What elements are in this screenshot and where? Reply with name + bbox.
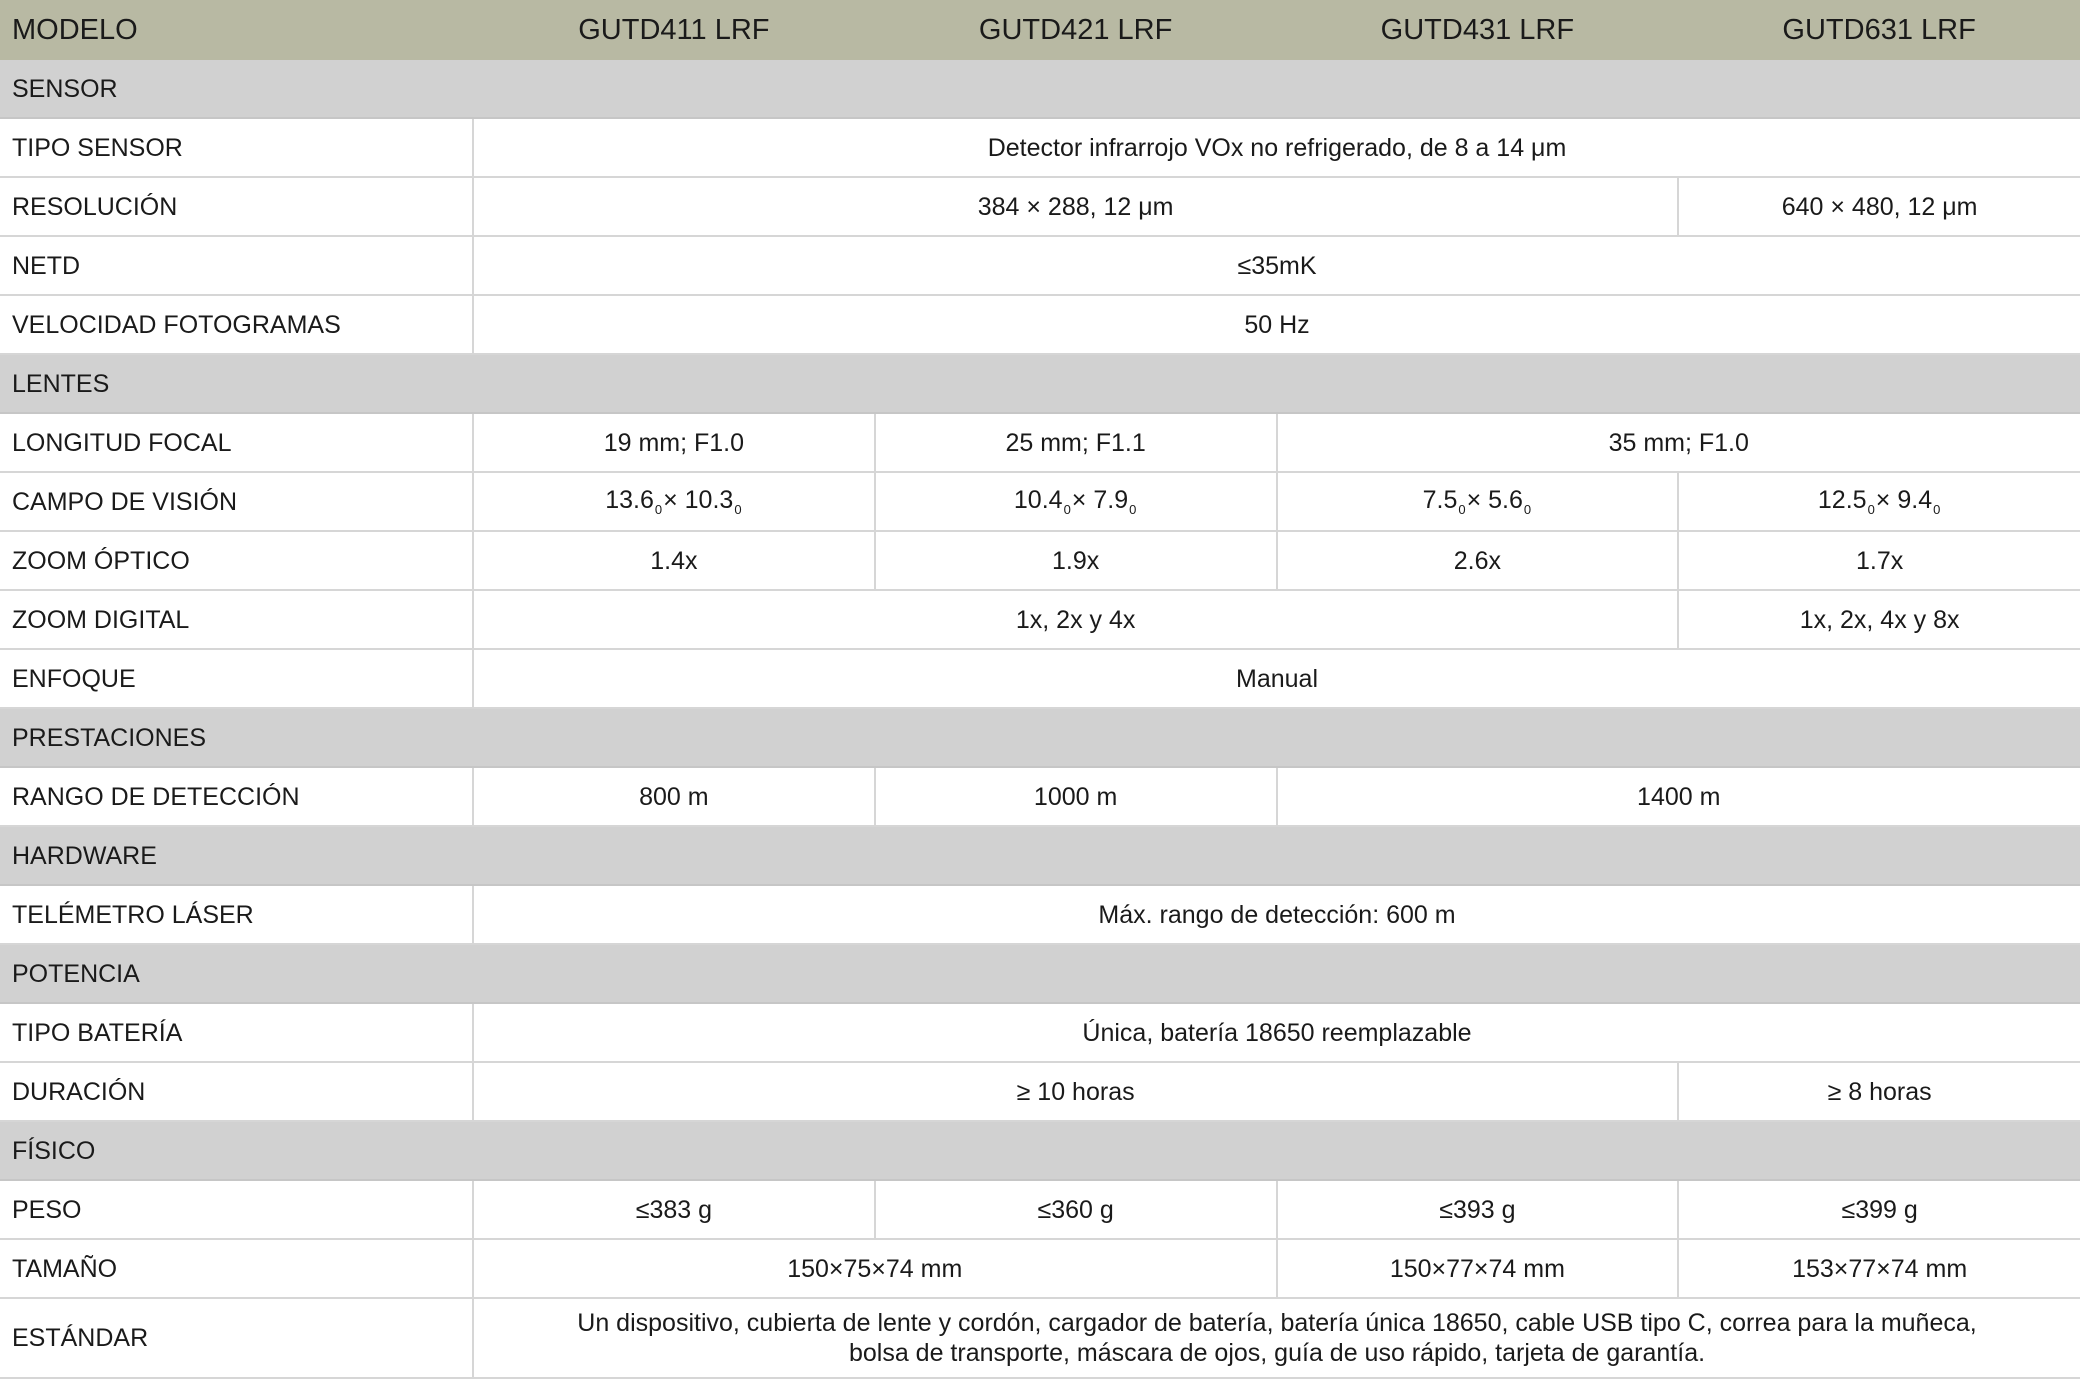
fov-cell xyxy=(1678,472,2080,531)
table-row xyxy=(0,590,2080,649)
row-label: ENFOQUE xyxy=(0,649,473,708)
cell-value: 150×77×74 mm xyxy=(1277,1239,1679,1298)
table-row xyxy=(0,1180,2080,1239)
row-label: LONGITUD FOCAL xyxy=(0,413,473,472)
cell-value: 25 mm; F1.1 xyxy=(875,413,1277,472)
cell-value: 1x, 2x y 4x xyxy=(473,590,1678,649)
row-label: ESTÁNDAR xyxy=(0,1298,473,1378)
row-label: VELOCIDAD FOTOGRAMAS xyxy=(0,295,473,354)
fov-h: 7.5 xyxy=(1423,486,1458,514)
cell-value: 640 × 480, 12 μm xyxy=(1678,177,2080,236)
fov-h: 10.4 xyxy=(1014,486,1063,514)
table-row xyxy=(0,1239,2080,1298)
fov-cell xyxy=(1277,472,1679,531)
section-title-fisico: FÍSICO xyxy=(0,1121,2080,1180)
table-row xyxy=(0,531,2080,590)
table-row xyxy=(0,472,2080,531)
section-title-hardware: HARDWARE xyxy=(0,826,2080,885)
fov-v: × 10.3 xyxy=(663,486,733,514)
section-row-prestaciones xyxy=(0,708,2080,767)
fov-cell xyxy=(473,472,875,531)
row-label: TIPO BATERÍA xyxy=(0,1003,473,1062)
degree-mark: 0 xyxy=(1868,502,1875,517)
section-row-hardware xyxy=(0,826,2080,885)
cell-value: Única, batería 18650 reemplazable xyxy=(473,1003,2080,1062)
row-label: ZOOM ÓPTICO xyxy=(0,531,473,590)
cell-value: ≤393 g xyxy=(1277,1180,1679,1239)
model-gutd411: GUTD411 LRF xyxy=(473,0,875,60)
model-gutd421: GUTD421 LRF xyxy=(875,0,1277,60)
row-label: TELÉMETRO LÁSER xyxy=(0,885,473,944)
cell-value: 1.9x xyxy=(875,531,1277,590)
row-label: ZOOM DIGITAL xyxy=(0,590,473,649)
fov-v: × 9.4 xyxy=(1876,486,1932,514)
table-row xyxy=(0,413,2080,472)
cell-value: 800 m xyxy=(473,767,875,826)
degree-mark: 0 xyxy=(1064,502,1071,517)
fov-h: 12.5 xyxy=(1818,486,1867,514)
degree-mark: 0 xyxy=(1129,502,1136,517)
row-label: RANGO DE DETECCIÓN xyxy=(0,767,473,826)
table-row xyxy=(0,1298,2080,1378)
section-row-fisico xyxy=(0,1121,2080,1180)
cell-value: ≥ 8 horas xyxy=(1678,1062,2080,1121)
model-gutd431: GUTD431 LRF xyxy=(1277,0,1679,60)
degree-mark: 0 xyxy=(1458,502,1465,517)
cell-value: Detector infrarrojo VOx no refrigerado, de 8 a 14 μm xyxy=(473,118,2080,177)
section-title-sensor: SENSOR xyxy=(0,60,2080,118)
row-label: NETD xyxy=(0,236,473,295)
cell-value: 384 × 288, 12 μm xyxy=(473,177,1678,236)
table-row xyxy=(0,177,2080,236)
cell-value: Máx. rango de detección: 600 m xyxy=(473,885,2080,944)
cell-value: ≤383 g xyxy=(473,1180,875,1239)
model-gutd631: GUTD631 LRF xyxy=(1678,0,2080,60)
cell-value: Manual xyxy=(473,649,2080,708)
degree-mark: 0 xyxy=(655,502,662,517)
cell-value: 50 Hz xyxy=(473,295,2080,354)
standard-contents-line: Un dispositivo, cubierta de lente y cordón, cargador de batería, batería única 18650, cable USB tipo C, correa para la muñeca, xyxy=(474,1308,2080,1338)
table-row xyxy=(0,1003,2080,1062)
cell-value: 1.7x xyxy=(1678,531,2080,590)
degree-mark: 0 xyxy=(1524,502,1531,517)
fov-cell xyxy=(875,472,1277,531)
section-title-lentes: LENTES xyxy=(0,354,2080,413)
section-title-potencia: POTENCIA xyxy=(0,944,2080,1003)
row-label: PESO xyxy=(0,1180,473,1239)
fov-v: × 7.9 xyxy=(1072,486,1128,514)
cell-value: 153×77×74 mm xyxy=(1678,1239,2080,1298)
cell-value: 150×75×74 mm xyxy=(473,1239,1277,1298)
header-label: MODELO xyxy=(0,0,473,60)
cell-value: 1000 m xyxy=(875,767,1277,826)
fov-v: × 5.6 xyxy=(1467,486,1523,514)
cell-value: ≤399 g xyxy=(1678,1180,2080,1239)
section-title-prestaciones: PRESTACIONES xyxy=(0,708,2080,767)
cell-value: ≤360 g xyxy=(875,1180,1277,1239)
table-row xyxy=(0,118,2080,177)
cell-value: 1400 m xyxy=(1277,767,2080,826)
table-row xyxy=(0,236,2080,295)
cell-value: 19 mm; F1.0 xyxy=(473,413,875,472)
table-row xyxy=(0,767,2080,826)
table-row xyxy=(0,885,2080,944)
section-row-potencia xyxy=(0,944,2080,1003)
degree-mark: 0 xyxy=(734,502,741,517)
cell-value: 2.6x xyxy=(1277,531,1679,590)
cell-value: 1.4x xyxy=(473,531,875,590)
standard-contents-line: bolsa de transporte, máscara de ojos, guía de uso rápido, tarjeta de garantía. xyxy=(474,1338,2080,1368)
row-label: DURACIÓN xyxy=(0,1062,473,1121)
table-row xyxy=(0,649,2080,708)
fov-h: 13.6 xyxy=(605,486,654,514)
standard-contents-cell xyxy=(473,1298,2080,1378)
row-label: TIPO SENSOR xyxy=(0,118,473,177)
cell-value: 35 mm; F1.0 xyxy=(1277,413,2080,472)
header-row xyxy=(0,0,2080,60)
table-row xyxy=(0,295,2080,354)
row-label: RESOLUCIÓN xyxy=(0,177,473,236)
section-row-sensor xyxy=(0,60,2080,118)
table-row xyxy=(0,1062,2080,1121)
cell-value: 1x, 2x, 4x y 8x xyxy=(1678,590,2080,649)
row-label: CAMPO DE VISIÓN xyxy=(0,472,473,531)
row-label: TAMAÑO xyxy=(0,1239,473,1298)
cell-value: ≤35mK xyxy=(473,236,2080,295)
cell-value: ≥ 10 horas xyxy=(473,1062,1678,1121)
section-row-lentes xyxy=(0,354,2080,413)
degree-mark: 0 xyxy=(1933,502,1940,517)
